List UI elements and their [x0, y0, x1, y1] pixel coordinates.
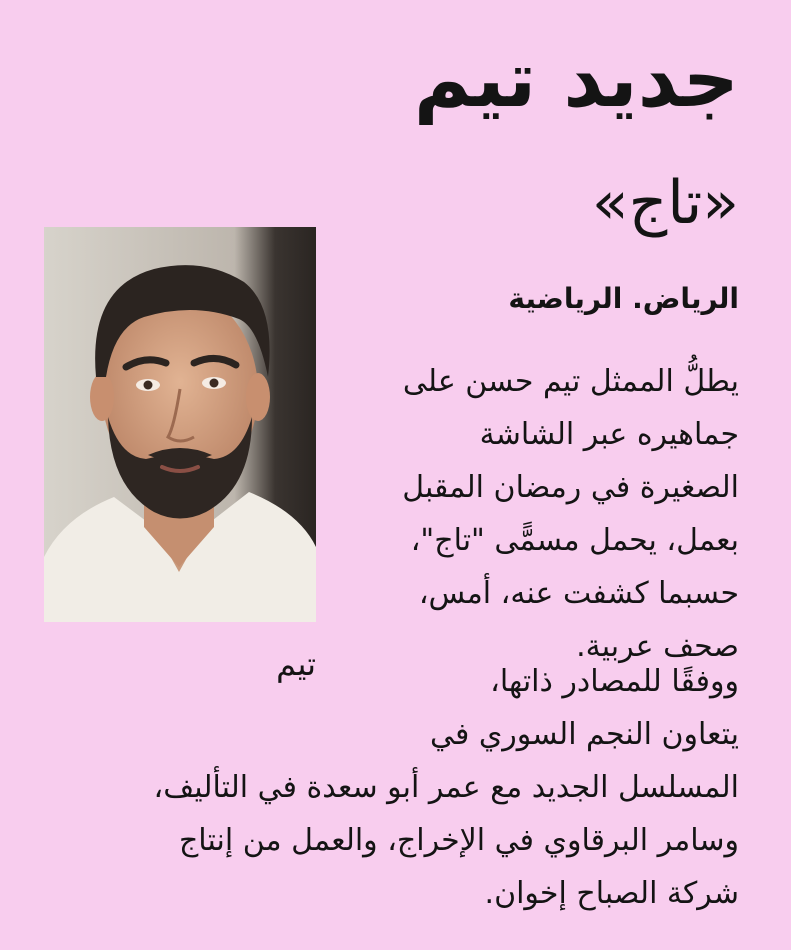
text-line: صحف عربية. [576, 629, 739, 664]
text-line: الصغيرة في رمضان المقبل [402, 470, 739, 505]
article-paragraph-1 [339, 355, 739, 673]
text-line: المسلسل الجديد مع عمر أبو سعدة في التأليف، [153, 770, 739, 805]
dateline: الرياض. الرياضية [508, 282, 739, 315]
text-line: حسبما كشفت عنه، أمس، [418, 576, 739, 611]
text-line: جماهيره عبر الشاشة [479, 417, 739, 452]
text-line: وسامر البرقاوي في الإخراج، والعمل من إنتاج [178, 823, 739, 858]
article-paragraph-2 [49, 655, 739, 920]
portrait-photo [44, 227, 316, 622]
text-line: ووفقًا للمصادر ذاتها، [490, 664, 739, 699]
portrait-illustration [44, 227, 316, 622]
text-line: يتعاون النجم السوري في [429, 717, 739, 752]
photo-caption: تيم [276, 645, 316, 683]
text-line: شركة الصباح إخوان. [484, 876, 739, 911]
text-line: بعمل، يحمل مسمًّى "تاج"، [410, 523, 739, 558]
headline: جديد تيم [413, 35, 739, 125]
text-line: يطلُّ الممثل تيم حسن على [402, 364, 739, 399]
subheadline: «تاج» [591, 168, 739, 238]
